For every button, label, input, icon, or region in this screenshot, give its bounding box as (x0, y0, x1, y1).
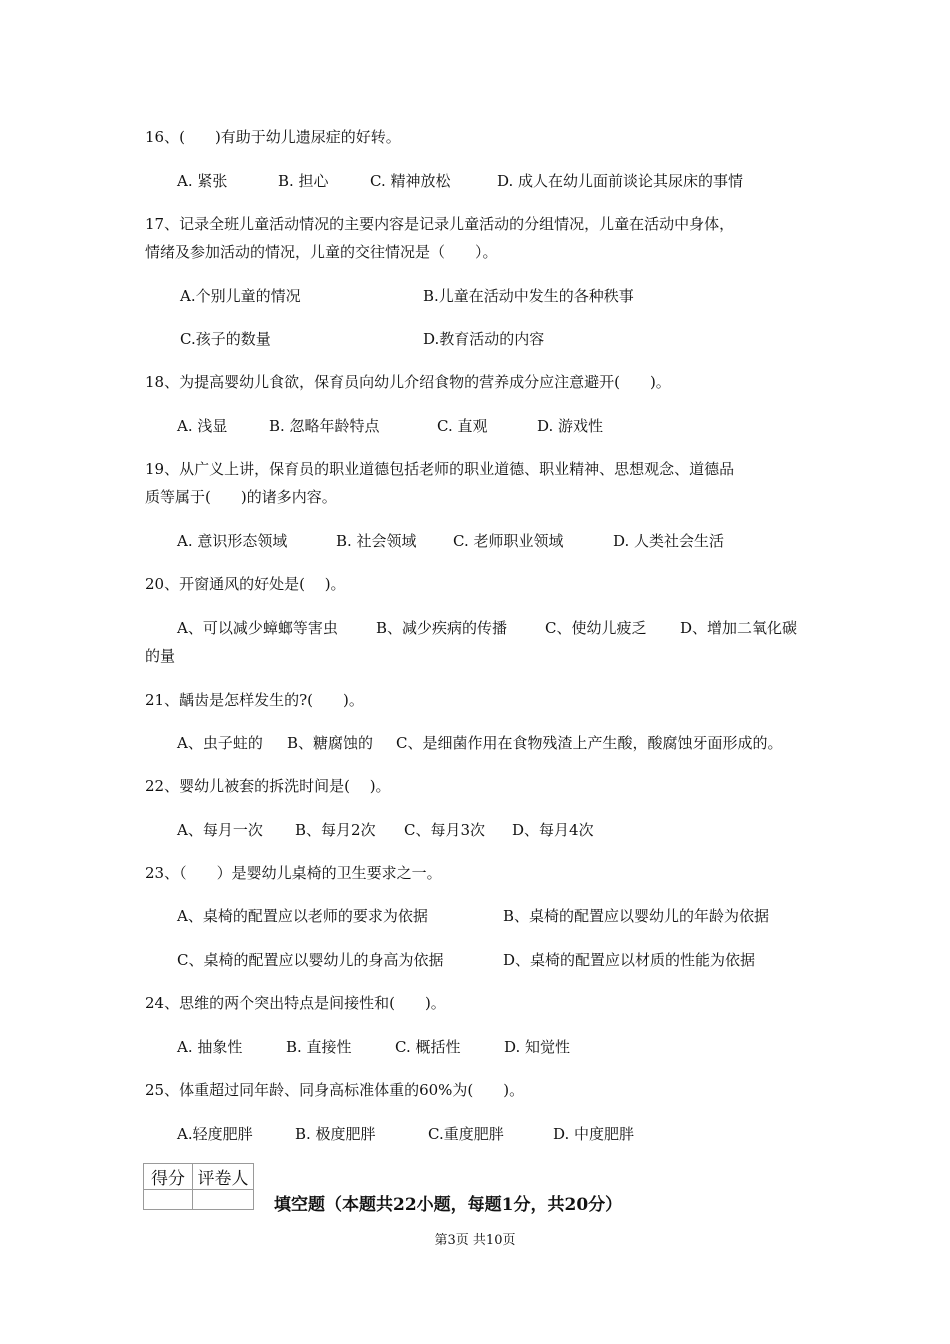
q24-option-c: C. 概括性 (395, 1038, 461, 1056)
score-label: 得分 (144, 1164, 193, 1190)
score-cell (144, 1190, 193, 1210)
q20-option-c: C、使幼儿疲乏 (545, 619, 647, 637)
q19-option-b: B. 社会领域 (336, 532, 417, 550)
q24-option-a: A. 抽象性 (177, 1038, 243, 1056)
q25-option-c: C.重度肥胖 (428, 1125, 504, 1143)
q25-option-a: A.轻度肥胖 (177, 1125, 253, 1143)
page-footer: 第3页 共10页 (434, 1233, 516, 1248)
q23-option-a: A、桌椅的配置应以老师的要求为依据 (177, 907, 428, 925)
q18-option-b: B. 忽略年龄特点 (269, 417, 380, 435)
q23-option-c: C、桌椅的配置应以婴幼儿的身高为依据 (177, 951, 444, 969)
grader-label: 评卷人 (193, 1164, 254, 1190)
question-17-line-2: 情绪及参加活动的情况，儿童的交往情况是（ ）。 (145, 243, 498, 261)
question-23: 23、（ ）是婴幼儿桌椅的卫生要求之一。 (145, 864, 442, 882)
q25-option-b: B. 极度肥胖 (295, 1125, 376, 1143)
q22-option-d: D、每月4次 (512, 821, 594, 839)
question-19-line-2: 质等属于( )的诸多内容。 (145, 488, 337, 506)
q21-option-a: A、虫子蛀的 (177, 734, 263, 752)
question-25: 25、体重超过同年龄、同身高标准体重的60%为( )。 (145, 1081, 525, 1099)
question-19-line-1: 19、从广义上讲，保育员的职业道德包括老师的职业道德、职业精神、思想观念、道德品 (145, 460, 735, 478)
q19-option-d: D. 人类社会生活 (613, 532, 725, 550)
q16-option-c: C. 精神放松 (370, 172, 451, 190)
q23-option-b: B、桌椅的配置应以婴幼儿的年龄为依据 (503, 907, 770, 925)
q21-option-b: B、糖腐蚀的 (287, 734, 374, 752)
question-18: 18、为提高婴幼儿食欲，保育员向幼儿介绍食物的营养成分应注意避开( )。 (145, 373, 671, 391)
score-box (143, 1163, 254, 1210)
question-17-line-1: 17、记录全班儿童活动情况的主要内容是记录儿童活动的分组情况，儿童在活动中身体， (145, 215, 735, 233)
section-title: 填空题（本题共22小题，每题1分，共20分） (274, 1195, 623, 1215)
q22-option-b: B、每月2次 (295, 821, 376, 839)
q17-option-a: A.个别儿童的情况 (180, 287, 301, 305)
q20-option-d-continued: 的量 (145, 647, 176, 665)
q17-option-b: B.儿童在活动中发生的各种秩事 (423, 287, 634, 305)
q16-option-a: A. 紧张 (177, 172, 228, 190)
q17-option-d: D.教育活动的内容 (423, 330, 545, 348)
q24-option-d: D. 知觉性 (504, 1038, 571, 1056)
q22-option-c: C、每月3次 (404, 821, 486, 839)
q19-option-a: A. 意识形态领域 (177, 532, 288, 550)
q21-option-c: C、是细菌作用在食物残渣上产生酸，酸腐蚀牙面形成的。 (396, 734, 783, 752)
q19-option-c: C. 老师职业领域 (453, 532, 564, 550)
q20-option-b: B、减少疾病的传播 (376, 619, 508, 637)
q23-option-d: D、桌椅的配置应以材质的性能为依据 (503, 951, 756, 969)
q24-option-b: B. 直接性 (286, 1038, 352, 1056)
q18-option-a: A. 浅显 (177, 417, 228, 435)
question-16: 16、( )有助于幼儿遗尿症的好转。 (145, 128, 401, 146)
q16-option-d: D. 成人在幼儿面前谈论其尿床的事情 (497, 172, 744, 190)
question-22: 22、婴幼儿被套的拆洗时间是( )。 (145, 777, 391, 795)
q20-option-d: D、增加二氧化碳 (680, 619, 798, 637)
q25-option-d: D. 中度肥胖 (553, 1125, 635, 1143)
question-20: 20、开窗通风的好处是( )。 (145, 575, 346, 593)
q22-option-a: A、每月一次 (177, 821, 263, 839)
q17-option-c: C.孩子的数量 (180, 330, 271, 348)
q18-option-d: D. 游戏性 (537, 417, 604, 435)
q18-option-c: C. 直观 (437, 417, 488, 435)
grader-cell (193, 1190, 254, 1210)
q20-option-a: A、可以减少蟑螂等害虫 (177, 619, 338, 637)
question-21: 21、龋齿是怎样发生的?( )。 (145, 691, 364, 709)
q16-option-b: B. 担心 (278, 172, 329, 190)
question-24: 24、思维的两个突出特点是间接性和( )。 (145, 994, 446, 1012)
